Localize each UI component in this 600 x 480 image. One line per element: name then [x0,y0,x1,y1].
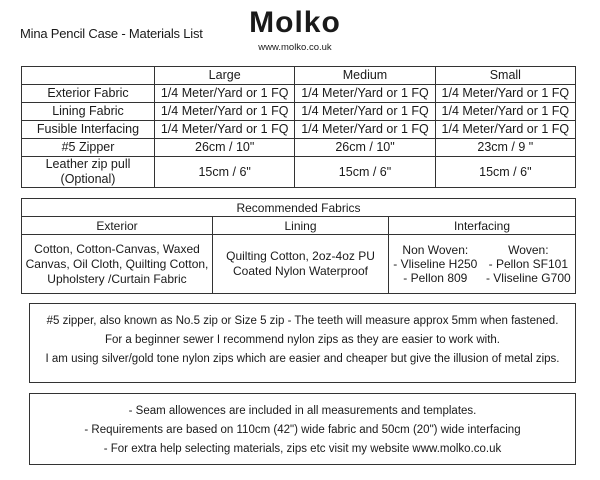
table-row [22,139,576,157]
lining-line: Quilting Cotton, 2oz-4oz PU [226,249,375,263]
brand-url: www.molko.co.uk [258,42,332,53]
note-line: I am using silver/gold tone nylon zips which are easier and cheaper but give the illusion of metal zips. [45,353,560,365]
cell-medium: 1/4 Meter/Yard or 1 FQ [295,85,435,103]
note-line: - For extra help selecting materials, zips etc visit my website www.molko.co.uk [103,443,502,455]
list-item: - Vliseline G700 [485,271,571,285]
woven-list [486,243,571,285]
table-row [22,121,576,139]
row-label: Lining Fabric [22,103,155,121]
cell-small: 1/4 Meter/Yard or 1 FQ [435,103,575,121]
lining-fabrics-cell [213,235,389,294]
header-small: Small [435,67,575,85]
recommended-header-row [22,217,576,235]
interfacing-columns [389,243,575,285]
recommended-title-row [22,199,576,217]
cell-large: 1/4 Meter/Yard or 1 FQ [155,121,295,139]
cell-small: 1/4 Meter/Yard or 1 FQ [435,85,575,103]
document-title: Mina Pencil Case - Materials List [20,26,203,41]
cell-large: 1/4 Meter/Yard or 1 FQ [155,103,295,121]
row-label: #5 Zipper [22,139,155,157]
general-notes-box [29,393,576,465]
cell-medium: 15cm / 6" [295,157,435,188]
recommended-title: Recommended Fabrics [22,199,576,217]
note-line: - Seam allowences are included in all measurements and templates. [128,405,477,417]
cell-large: 1/4 Meter/Yard or 1 FQ [155,85,295,103]
header-empty-cell [22,67,155,85]
table-row [22,157,576,188]
cell-medium: 1/4 Meter/Yard or 1 FQ [295,103,435,121]
brand-block [240,6,350,53]
table-row [22,103,576,121]
materials-table [21,66,576,188]
cell-small: 15cm / 6" [435,157,575,188]
list-item: - Vliseline H250 [393,257,478,271]
row-label: Exterior Fabric [22,85,155,103]
interfacing-cell [389,235,576,294]
woven-title: Woven: [508,243,549,257]
cell-large: 26cm / 10" [155,139,295,157]
header-interfacing: Interfacing [389,217,576,235]
table-row [22,85,576,103]
header-lining: Lining [213,217,389,235]
row-label: Leather zip pull (Optional) [22,157,155,188]
recommended-body-row [22,235,576,294]
exterior-line: Cotton, Cotton-Canvas, Waxed [34,241,200,256]
row-label: Fusible Interfacing [22,121,155,139]
note-line: - Requirements are based on 110cm (42") wide fabric and 50cm (20") wide interfacing [84,424,521,436]
list-item: - Pellon SF101 [488,257,568,271]
header-large: Large [155,67,295,85]
brand-logo: Molko [249,6,341,39]
zipper-notes-box [29,303,576,383]
non-woven-title: Non Woven: [402,243,469,257]
cell-large: 15cm / 6" [155,157,295,188]
non-woven-list [393,243,477,285]
cell-medium: 26cm / 10" [295,139,435,157]
list-item: - Pellon 809 [403,271,468,285]
header-exterior: Exterior [22,217,213,235]
materials-header-row [22,67,576,85]
note-line: For a beginner sewer I recommend nylon zips as they are easier to work with. [104,334,500,346]
exterior-fabrics-cell [22,235,213,294]
cell-small: 23cm / 9 " [435,139,575,157]
cell-medium: 1/4 Meter/Yard or 1 FQ [295,121,435,139]
note-line: #5 zipper, also known as No.5 zip or Size 5 zip - The teeth will measure approx 5mm when fastened. [46,315,559,327]
recommended-fabrics-table [21,198,576,294]
exterior-line: Canvas, Oil Cloth, Quilting Cotton, [25,256,209,271]
exterior-line: Upholstery /Curtain Fabric [47,271,187,286]
lining-line: Coated Nylon Waterproof [233,264,368,278]
header-medium: Medium [295,67,435,85]
cell-small: 1/4 Meter/Yard or 1 FQ [435,121,575,139]
